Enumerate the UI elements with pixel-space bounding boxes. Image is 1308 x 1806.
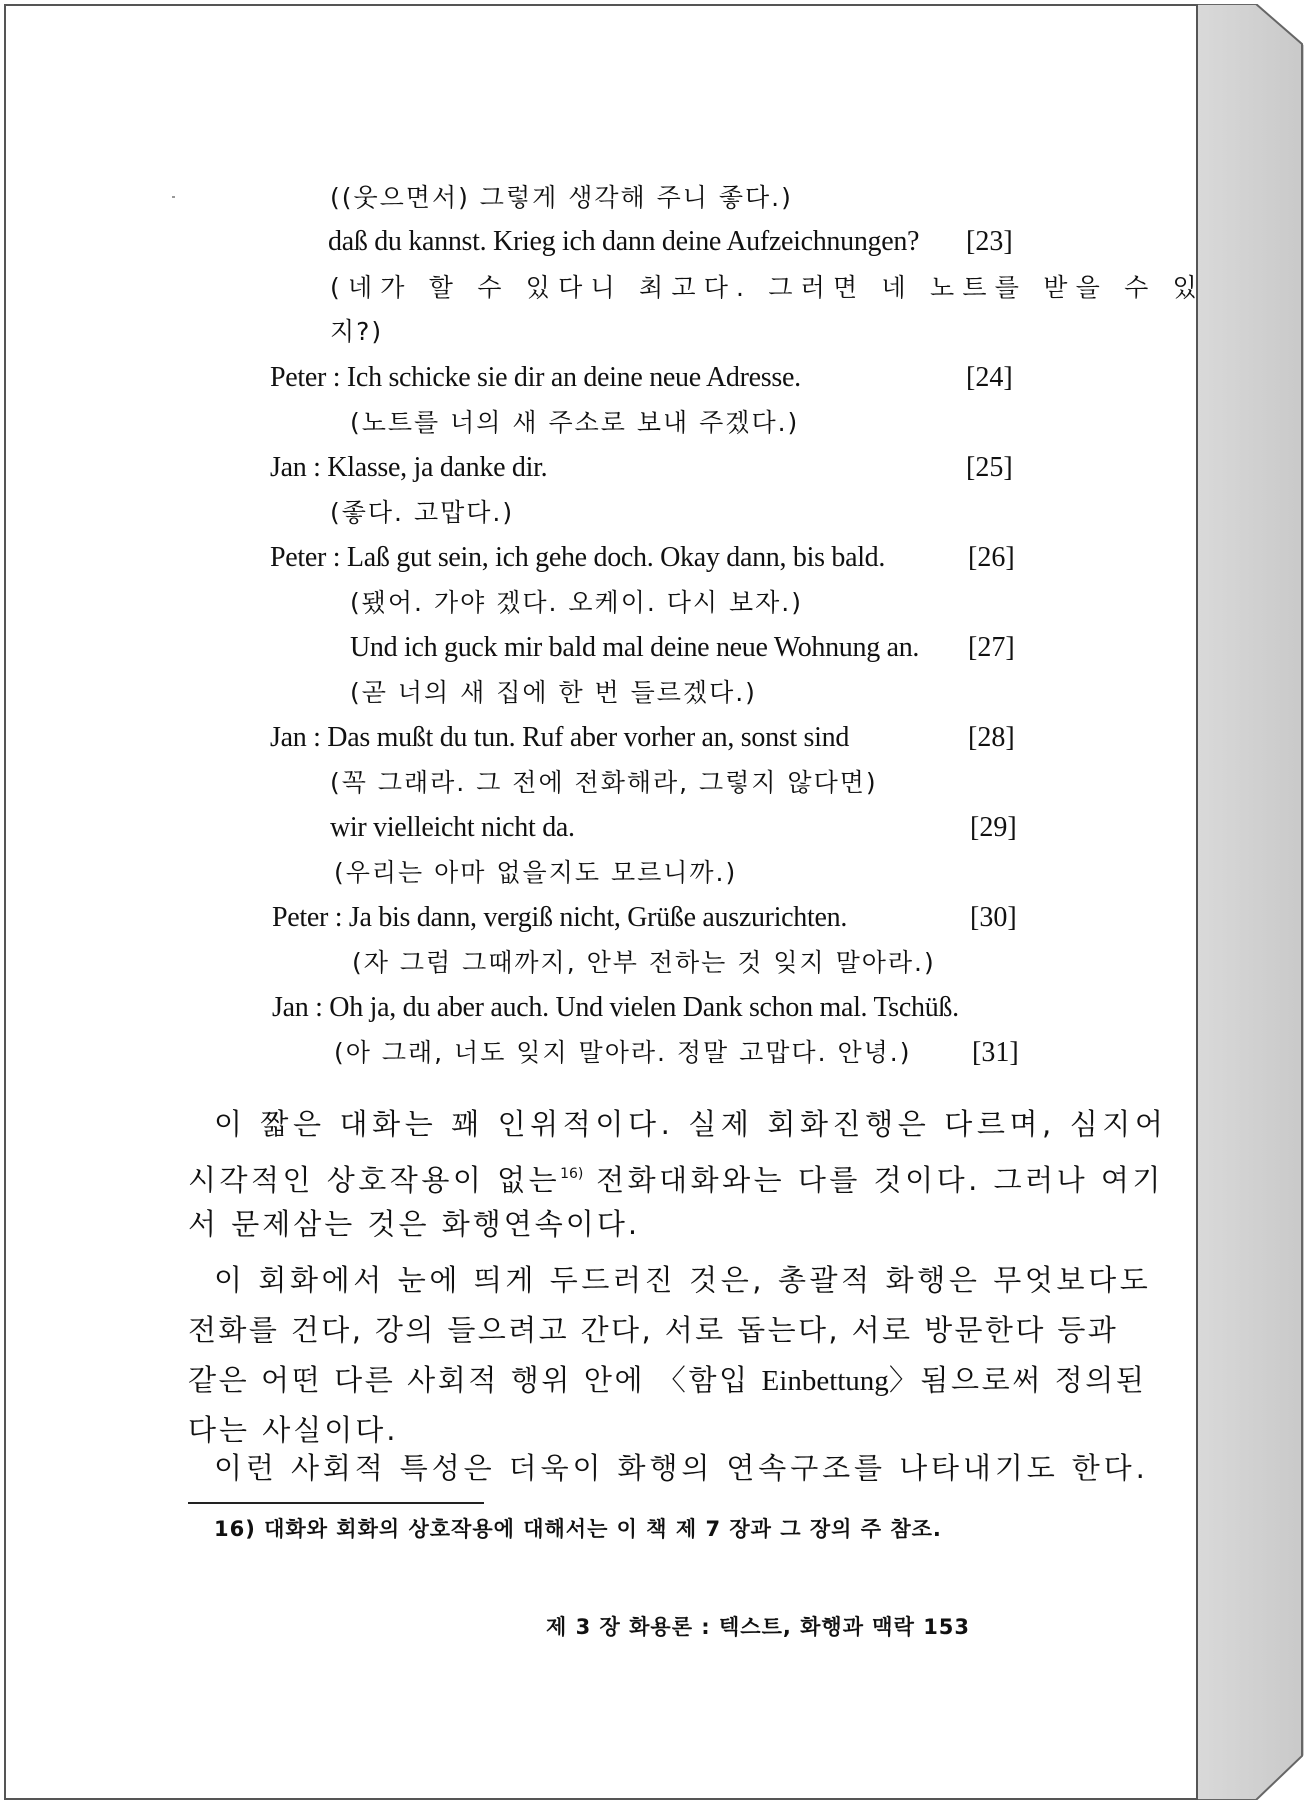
line-number: [28] <box>968 722 1015 753</box>
page-edge-stack <box>1198 4 1304 1800</box>
dialogue-line: (꼭 그래라. 그 전에 전화해라, 그렇지 않다면) <box>330 768 878 797</box>
dialogue-line: (곧 너의 새 집에 한 번 들르겠다.) <box>350 678 757 707</box>
dialogue-line: daß du kannst. Krieg ich dann deine Aufzeichnungen? <box>328 226 920 257</box>
body-line: 이런 사회적 특성은 더욱이 화행의 연속구조를 나타내기도 한다. <box>214 1451 1149 1485</box>
dialogue-line: wir vielleicht nicht da. <box>330 812 575 843</box>
scan-speck <box>172 196 175 198</box>
dialogue-line: (좋다. 고맙다.) <box>330 498 515 527</box>
footnote-ref[interactable]: 16) <box>560 1166 584 1182</box>
dialogue-line: Jan : Oh ja, du aber auch. Und vielen Dank schon mal. Tschüß. <box>272 992 959 1023</box>
dialogue-line: Jan : Klasse, ja danke dir. <box>270 452 548 483</box>
dialogue-line: Jan : Das mußt du tun. Ruf aber vorher an, sonst sind <box>270 722 850 753</box>
dialogue-line: Peter : Laß gut sein, ich gehe doch. Okay dann, bis bald. <box>270 542 886 573</box>
dialogue-line: (됐어. 가야 겠다. 오케이. 다시 보자.) <box>350 588 803 617</box>
dialogue-line: 지?) <box>330 317 384 346</box>
footnote: 16) 대화와 회화의 상호작용에 대해서는 이 책 제 7 장과 그 장의 주 참조. <box>214 1517 942 1541</box>
dialogue-line: (자 그럼 그때까지, 안부 전하는 것 잊지 말아라.) <box>352 948 936 977</box>
line-number: [25] <box>966 452 1013 483</box>
line-number: [26] <box>968 542 1015 573</box>
dialogue-line: Und ich guck mir bald mal deine neue Wohnung an. <box>350 632 920 663</box>
body-line: 전화를 건다, 강의 들으려고 간다, 서로 돕는다, 서로 방문한다 등과 <box>188 1313 1119 1347</box>
line-number: [24] <box>966 362 1013 393</box>
running-footer: 제 3 장 화용론 : 텍스트, 화행과 맥락 153 <box>546 1615 971 1639</box>
body-line: 서 문제삼는 것은 화행연속이다. <box>188 1207 641 1241</box>
dialogue-line: Peter : Ich schicke sie dir an deine neue Adresse. <box>270 362 801 393</box>
body-line: 이 회화에서 눈에 띄게 두드러진 것은, 총괄적 화행은 무엇보다도 <box>214 1263 1152 1297</box>
line-number: [23] <box>966 226 1013 257</box>
dialogue-line: Peter : Ja bis dann, vergiß nicht, Grüße auszurichten. <box>272 902 848 933</box>
line-number: [31] <box>972 1037 1019 1068</box>
footnote-rule <box>188 1502 484 1504</box>
line-number: [27] <box>968 632 1015 663</box>
dialogue-line: (네가 할 수 있다니 최고다. 그러면 네 노트를 받을 수 있 <box>330 273 1205 302</box>
body-line: 다는 사실이다. <box>188 1413 399 1447</box>
body-line: 시각적인 상호작용이 없는$^{16)}$ 전화대화와는 다를 것이다. 그러나 여기 <box>188 1163 1164 1197</box>
line-number: [30] <box>970 902 1017 933</box>
dialogue-line: ((웃으면서) 그렇게 생각해 주니 좋다.) <box>330 183 793 212</box>
dialogue-line: (아 그래, 너도 잊지 말아라. 정말 고맙다. 안녕.) <box>334 1038 912 1067</box>
body-line: 같은 어떤 다른 사회적 행위 안에 〈함입 Einbettung〉됨으로써 정의된 <box>188 1363 1147 1397</box>
body-line: 이 짧은 대화는 꽤 인위적이다. 실제 회화진행은 다르며, 심지어 <box>214 1107 1168 1141</box>
line-number: [29] <box>970 812 1017 843</box>
dialogue-line: (노트를 너의 새 주소로 보내 주겠다.) <box>350 408 800 437</box>
dialogue-line: (우리는 아마 없을지도 모르니까.) <box>334 858 738 887</box>
